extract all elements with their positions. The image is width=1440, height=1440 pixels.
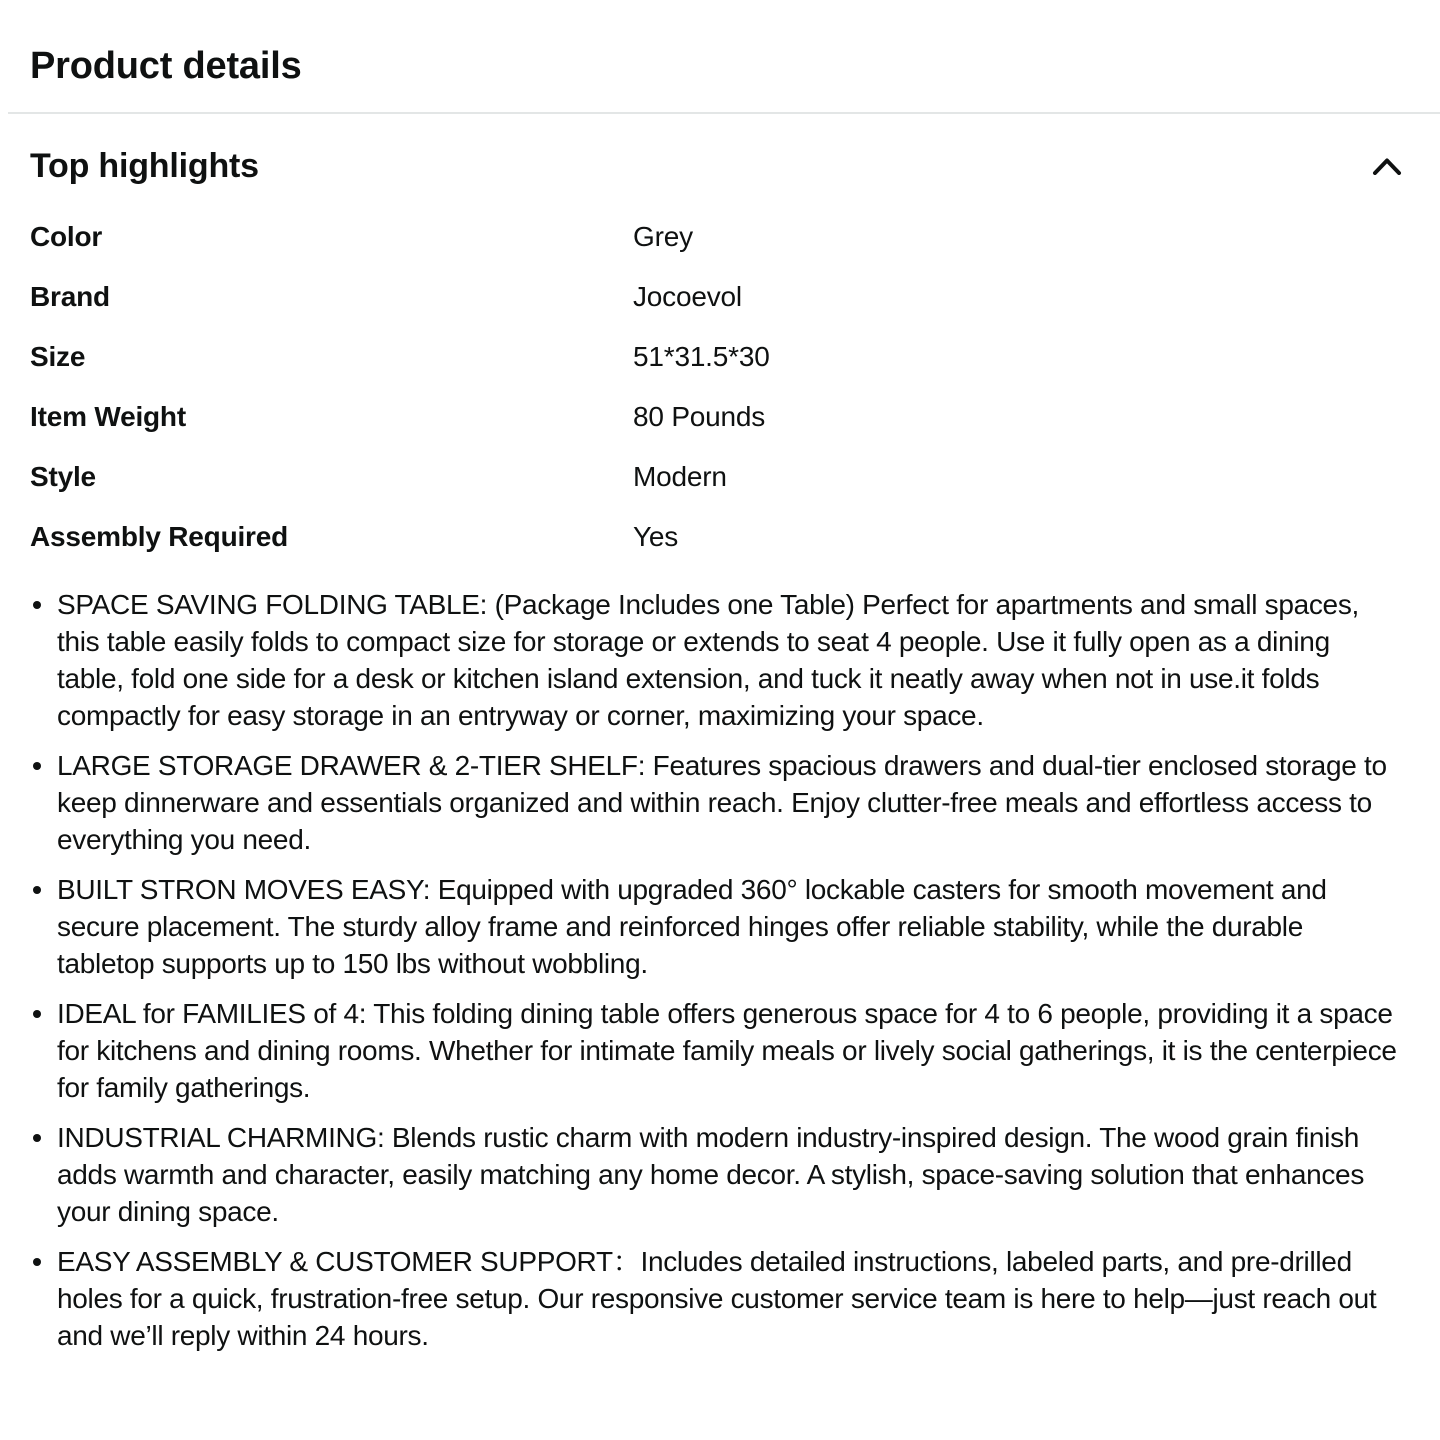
- spec-row-item-weight: [30, 402, 1410, 432]
- top-highlights-header[interactable]: [0, 114, 1440, 186]
- highlight-bullet: IDEAL for FAMILIES of 4: This folding dining table offers generous space for 4 to 6 people, providing it a space for kitchens and dining rooms. Whether for intimate family meals or lively social gatherings, it is the centerpiece for family gatherings.: [57, 995, 1400, 1106]
- spec-row-assembly-required: [30, 522, 1410, 552]
- highlight-bullet: LARGE STORAGE DRAWER & 2-TIER SHELF: Features spacious drawers and dual-tier enclosed storage to keep dinnerware and essentials organized and within reach. Enjoy clutter-free meals and effortless access to everything you need.: [57, 747, 1400, 858]
- highlight-bullet: SPACE SAVING FOLDING TABLE: (Package Includes one Table) Perfect for apartments and small spaces, this table easily folds to compact size for storage or extends to seat 4 people. Use it fully open as a dining table, fold one side for a desk or kitchen island extension, and tuck it neatly away when not in use.it folds compactly for easy storage in an entryway or corner, maximizing your space.: [57, 586, 1400, 734]
- spec-row-style: [30, 462, 1410, 492]
- spec-row-brand: [30, 282, 1410, 312]
- highlight-bullets: [57, 586, 1400, 1354]
- spec-value: Modern: [633, 461, 727, 492]
- spec-label: Item Weight: [30, 401, 186, 432]
- spec-value: 51*31.5*30: [633, 341, 770, 372]
- spec-value: Jocoevol: [633, 281, 742, 312]
- spec-label: Style: [30, 461, 96, 492]
- spec-row-color: [30, 222, 1410, 252]
- spec-row-size: [30, 342, 1410, 372]
- spec-label: Brand: [30, 281, 110, 312]
- spec-label: Assembly Required: [30, 521, 289, 552]
- spec-value: Grey: [633, 221, 693, 252]
- spec-value: 80 Pounds: [633, 401, 766, 432]
- highlight-bullet: EASY ASSEMBLY & CUSTOMER SUPPORT：Includes detailed instructions, labeled parts, and pre-drilled holes for a quick, frustration-free setup. Our responsive customer service team is here to help—just reach out and we’ll reply within 24 hours.: [57, 1243, 1400, 1354]
- top-highlights-section: [0, 114, 1440, 1354]
- spec-label: Size: [30, 341, 86, 372]
- spec-label: Color: [30, 221, 103, 252]
- highlight-bullet: INDUSTRIAL CHARMING: Blends rustic charm with modern industry-inspired design. The wood grain finish adds warmth and character, easily matching any home decor. A stylish, space-saving solution that enhances your dining space.: [57, 1119, 1400, 1230]
- highlight-bullet: BUILT STRON MOVES EASY: Equipped with upgraded 360° lockable casters for smooth movement and secure placement. The sturdy alloy frame and reinforced hinges offer reliable stability, while the durable tabletop supports up to 150 lbs without wobbling.: [57, 871, 1400, 982]
- spec-table: [0, 186, 1440, 552]
- chevron-up-icon[interactable]: [1370, 149, 1404, 183]
- spec-value: Yes: [633, 521, 679, 552]
- page-title: Product details: [30, 45, 302, 87]
- section-title: Top highlights: [30, 147, 259, 185]
